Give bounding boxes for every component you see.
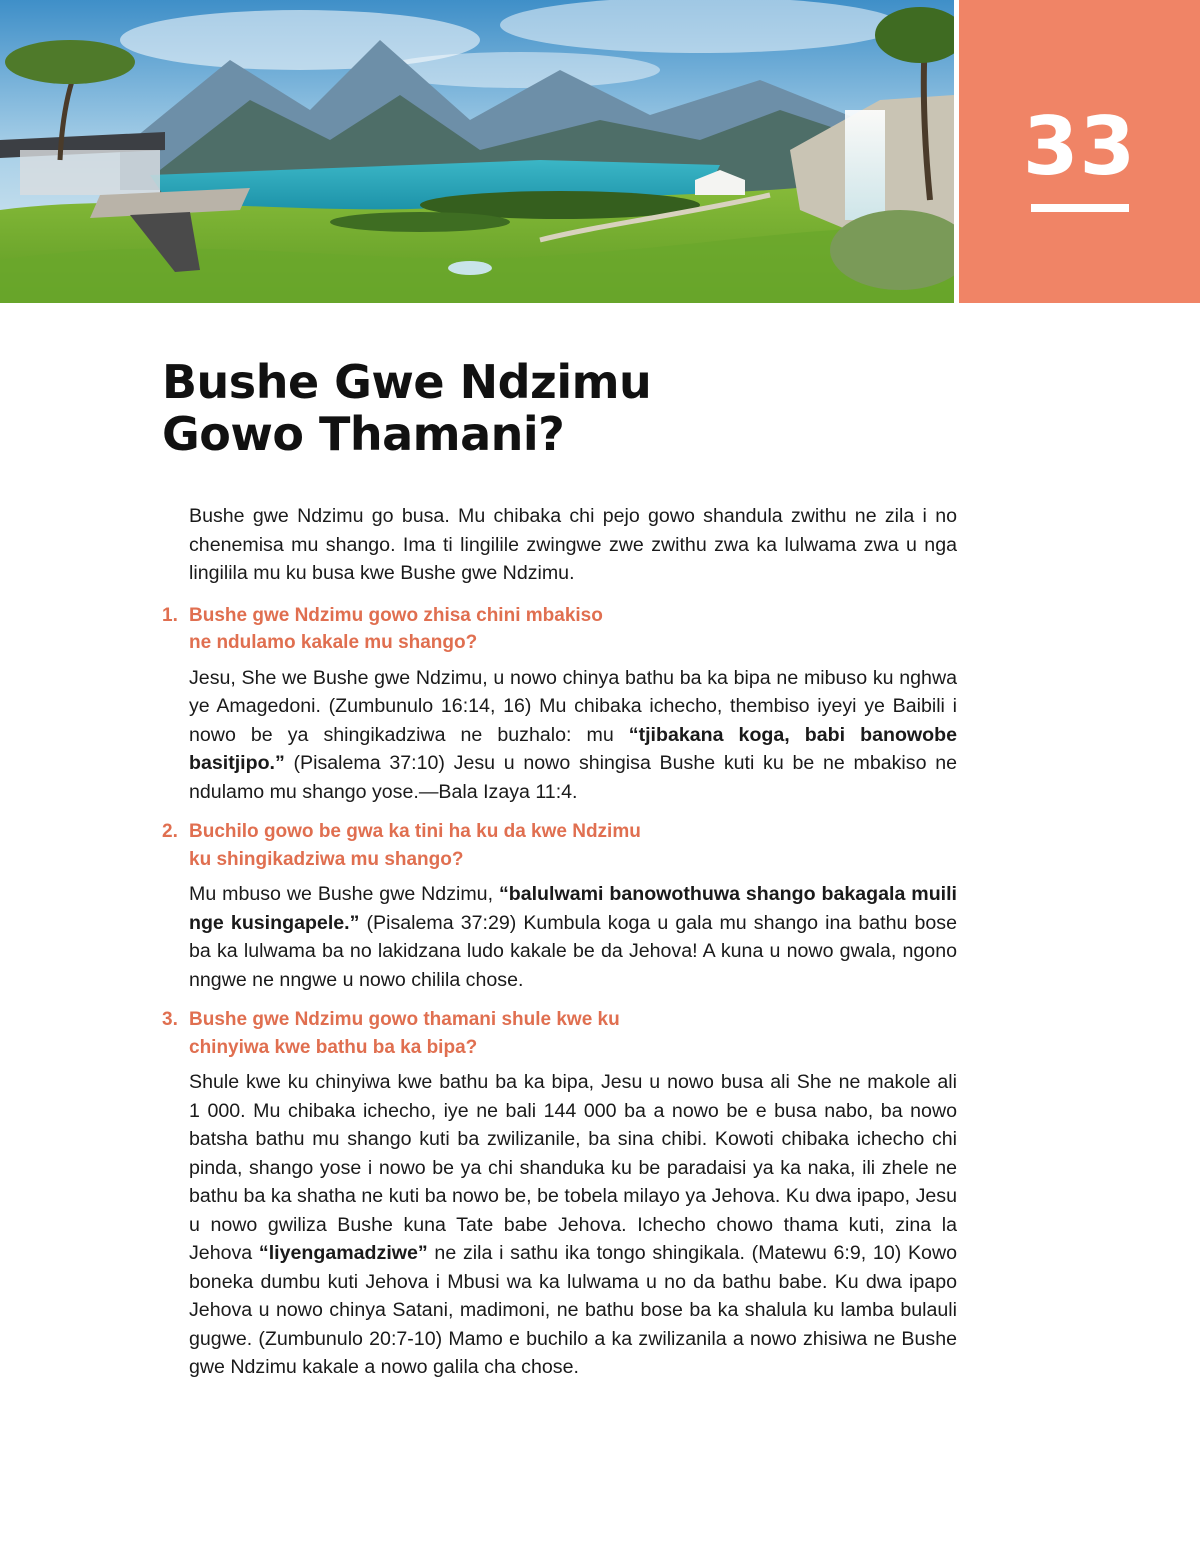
answer-paragraph: [189, 880, 957, 994]
answer-text-cont: (Pisalema 37:10) Jesu u nowo shingisa Bushe kuti ku be ne mbakiso ne ndulamo mu shango yose.—Bala Izaya 11:4.: [189, 752, 957, 803]
page-title: [162, 356, 651, 460]
article-body: [162, 502, 957, 1392]
question-heading: [162, 818, 957, 873]
question-line-1: Bushe gwe Ndzimu gowo thamani shule kwe ku: [189, 1009, 620, 1030]
question-number: 2.: [162, 821, 178, 842]
intro-paragraph: Bushe gwe Ndzimu go busa. Mu chibaka chi pejo gowo shandula zwithu ne zila i no chenemisa mu shango. Ima ti lingilile zwingwe zwe zwithu zwa ka lulwama zwa u nga lingilila mu ku busa kwe Bushe gwe Ndzimu.: [189, 505, 957, 584]
answer-paragraph: [189, 664, 957, 807]
question-number: 3.: [162, 1009, 178, 1030]
chapter-underline: [1031, 204, 1129, 212]
question-line-2: ne ndulamo kakale mu shango?: [189, 632, 478, 653]
question-heading: [162, 602, 957, 657]
answer-text-cont: (Pisalema 37:29) Kumbula koga u gala mu shango ina bathu bose ba ka lulwama ba no lakidzana ludo kakale be da Jehova! A kuna u nowo gwala, ngono nngwe ne nngwe u nowo chilila chose.: [189, 911, 957, 991]
answer-text: Jesu, She we Bushe gwe Ndzimu, u nowo chinya bathu ba ka bipa ne mibuso ku nghwa ye Amagedoni. (Zumbunulo 16:14, 16) Mu chibaka ichecho, thembiso iyeyi ye Baibili i nowo be ya shingikadziwa ne buzhalo: mu: [189, 666, 957, 746]
scripture-quote: “liyengamadziwe”: [258, 1242, 428, 1264]
question-line-1: Buchilo gowo be gwa ka tini ha ku da kwe Ndzimu: [189, 821, 641, 842]
answer-text: Shule kwe ku chinyiwa kwe bathu ba ka bipa, Jesu u nowo busa ali She ne makole ali 1 000. Mu chibaka ichecho, iye ne bali 144 000 ba a nowo be e busa nabo, ba nowo batsha bathu mu shango kuti ba zwilizanile, ba sina chibi. Kowoti chibaka ichecho chi pinda, shango yose i nowo be ya chi shanduka ku be paradaisi ya ka naka, ili zhele ne bathu ba ka shatha ne kuti ba nowo be, be tobela milayo ya Jehova. Ku dwa ipapo, Jesu u nowo gwiliza Bushe kuna Tate babe Jehova. Ichecho chowo thama kuti, zina la Jehova: [189, 1071, 957, 1264]
chapter-number: 33: [1022, 100, 1137, 193]
chapter-number-box: [959, 0, 1200, 303]
question-line-1: Bushe gwe Ndzimu gowo zhisa chini mbakiso: [189, 604, 603, 626]
answer-text: Mu mbuso we Bushe gwe Ndzimu,: [189, 883, 499, 905]
question-section-3: [162, 1006, 957, 1382]
scripture-quote: “balulwami banowothuwa shango bakagala muili nge kusingapele.”: [189, 883, 957, 934]
scripture-quote: “tjibakana koga, babi banowobe basitjipo.”: [189, 723, 957, 774]
question-number: 1.: [162, 604, 178, 626]
question-section-1: [162, 602, 957, 807]
hero-image: [0, 0, 954, 303]
paradise-landscape-illustration: [0, 0, 954, 303]
answer-text-cont: ne zila i sathu ika tongo shingikala. (Matewu 6:9, 10) Kowo boneka dumbu kuti Jehova i Mbusi wa ka lulwama u no da bathu babe. Ku dwa ipapo Jehova u nowo chinya Satani, madimoni, ne bathu bose ba ka shalula ku lamba bulauli gugwe. (Zumbunulo 20:7-10) Mamo e buchilo a ka zwilizanila a nowo zhisiwa ne Bushe gwe Ndzimu kakale a nowo galila cha chose.: [189, 1242, 957, 1378]
page-title-line-1: Bushe Gwe Ndzimu: [162, 355, 652, 409]
question-section-2: [162, 818, 957, 994]
question-line-2: chinyiwa kwe bathu ba ka bipa?: [189, 1036, 478, 1058]
page-title-line-2: Gowo Thamani?: [162, 407, 565, 461]
question-heading: [162, 1006, 957, 1061]
question-line-2: ku shingikadziwa mu shango?: [189, 848, 464, 870]
answer-paragraph: [189, 1068, 957, 1382]
